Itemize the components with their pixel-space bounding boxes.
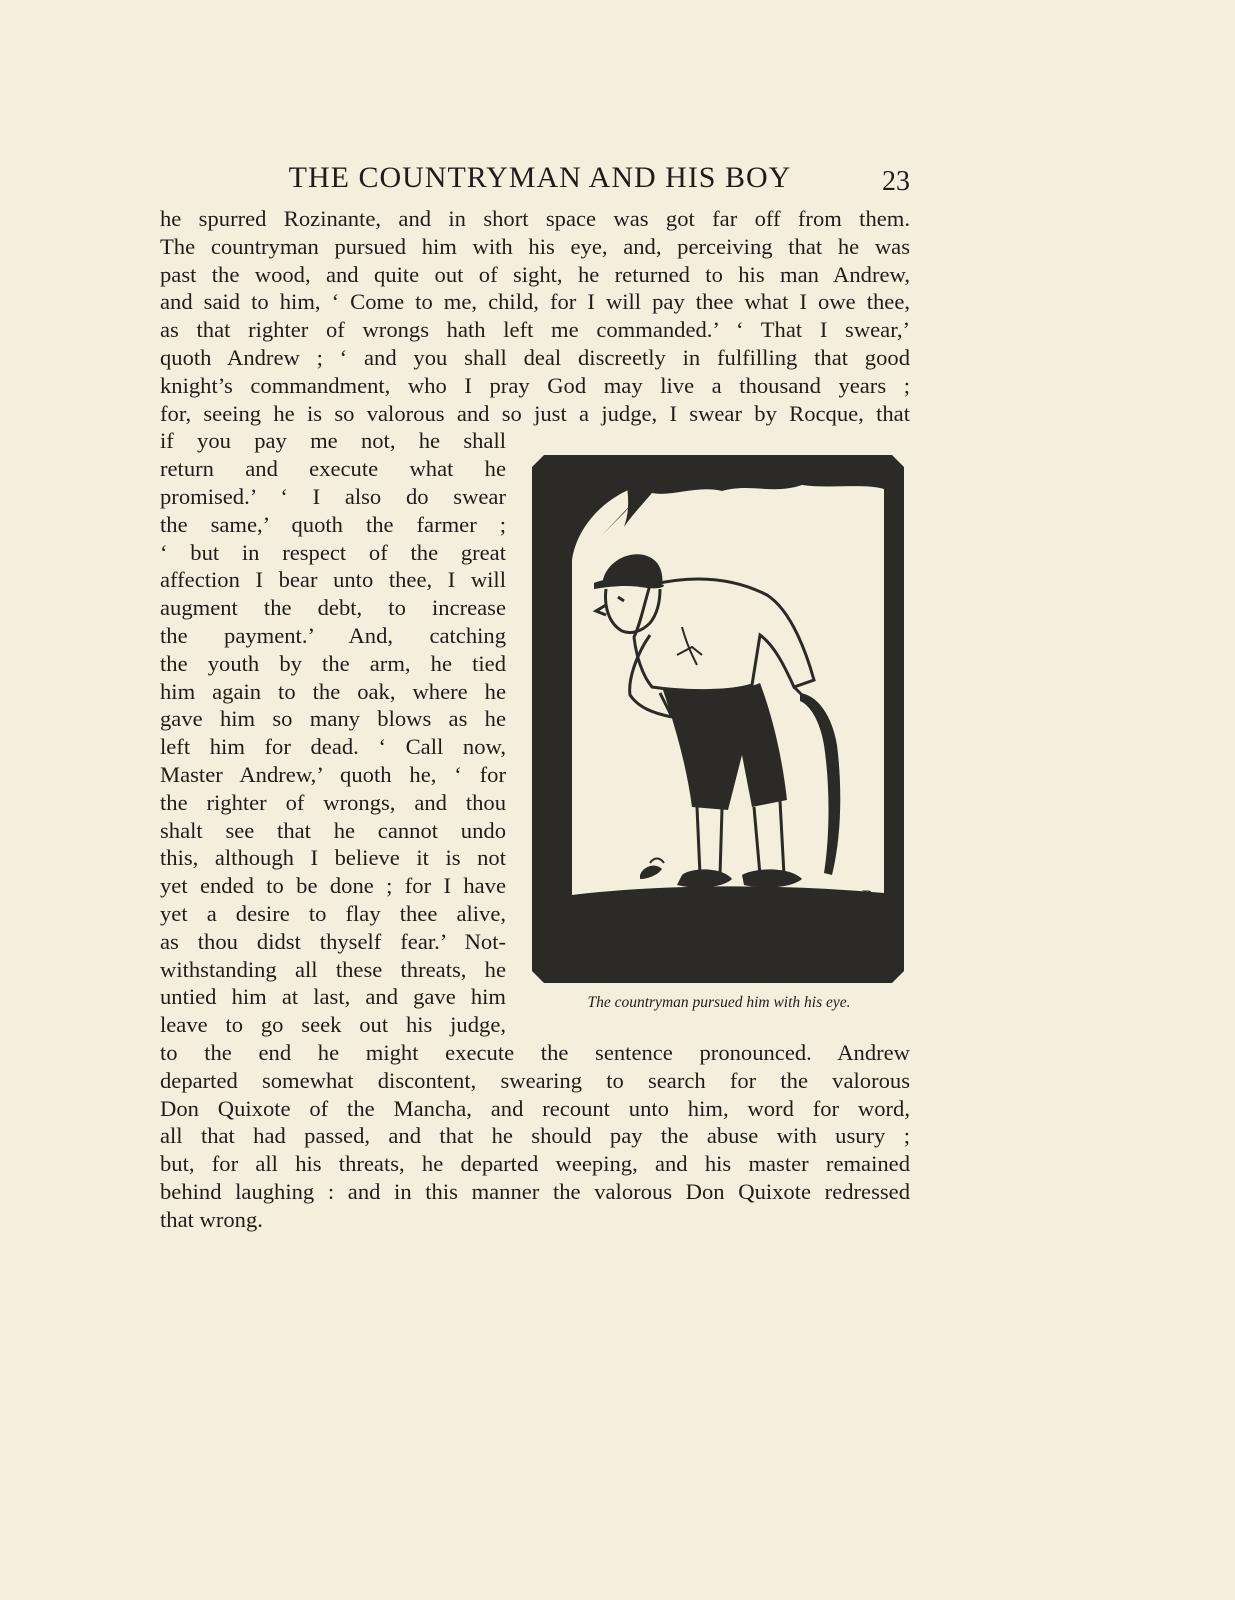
text-line: promised.’ ‘ I also do swear [160, 483, 506, 509]
text-line: The countryman pursued him with his eye, and, perceiving that he was [160, 233, 910, 259]
running-head [160, 160, 910, 200]
text-line: shalt see that he cannot undo [160, 817, 506, 843]
text-line: past the wood, and quite out of sight, he returned to his man Andrew, [160, 261, 910, 287]
text-line: the youth by the arm, he tied [160, 650, 506, 676]
figure-caption: The countryman pursued him with his eye. [587, 994, 851, 1011]
text-line: departed somewhat discontent, swearing to search for the valorous [160, 1067, 910, 1093]
illustration-artwork [532, 455, 904, 983]
text-line: and said to him, ‘ Come to me, child, for I will pay thee what I owe thee, [160, 289, 910, 315]
text-line: behind laughing : and in this manner the valorous Don Quixote redressed [160, 1178, 910, 1204]
text-line: affection I bear unto thee, I will [160, 567, 506, 593]
text-line: leave to go seek out his judge, [160, 1012, 506, 1038]
text-line: to the end he might execute the sentence pronounced. Andrew [160, 1039, 910, 1065]
text-line: gave him so many blows as he [160, 706, 506, 732]
text-line: the righter of wrongs, and thou [160, 789, 506, 815]
text-line: all that had passed, and that he should pay the abuse with usury ; [160, 1123, 910, 1149]
text-line: as thou didst thyself fear.’ Not- [160, 928, 506, 954]
text-line: that wrong. [160, 1206, 263, 1232]
text-line: left him for dead. ‘ Call now, [160, 734, 506, 760]
text-line: Don Quixote of the Mancha, and recount unto him, word for word, [160, 1095, 910, 1121]
text-line: if you pay me not, he shall [160, 428, 506, 454]
text-line: but, for all his threats, he departed weeping, and his master remained [160, 1151, 910, 1177]
text-line: quoth Andrew ; ‘ and you shall deal discreetly in fulfilling that good [160, 344, 910, 370]
text-line: him again to the oak, where he [160, 678, 506, 704]
text-line: Master Andrew,’ quoth he, ‘ for [160, 761, 506, 787]
text-line: yet ended to be done ; for I have [160, 873, 506, 899]
text-line: yet a desire to flay thee alive, [160, 900, 506, 926]
text-line: this, although I believe it is not [160, 845, 506, 871]
running-title: THE COUNTRYMAN AND HIS BOY [288, 161, 792, 194]
woodcut-illustration [532, 455, 904, 983]
text-line: he spurred Rozinante, and in short space was got far off from them. [160, 206, 910, 231]
text-line: augment the debt, to increase [160, 595, 506, 621]
text-line: the same,’ quoth the farmer ; [160, 511, 506, 537]
text-line: untied him at last, and gave him [160, 984, 506, 1010]
text-line: return and execute what he [160, 456, 506, 482]
text-line: as that righter of wrongs hath left me commanded.’ ‘ That I swear,’ [160, 317, 910, 343]
text-line: withstanding all these threats, he [160, 956, 506, 982]
text-line: ‘ but in respect of the great [160, 539, 506, 565]
artist-monogram: B [862, 888, 873, 905]
text-line: knight’s commandment, who I pray God may live a thousand years ; [160, 372, 910, 398]
text-line: the payment.’ And, catching [160, 622, 506, 648]
page-number: 23 [882, 166, 910, 197]
text-line: for, seeing he is so valorous and so just a judge, I swear by Rocque, that [160, 400, 910, 426]
